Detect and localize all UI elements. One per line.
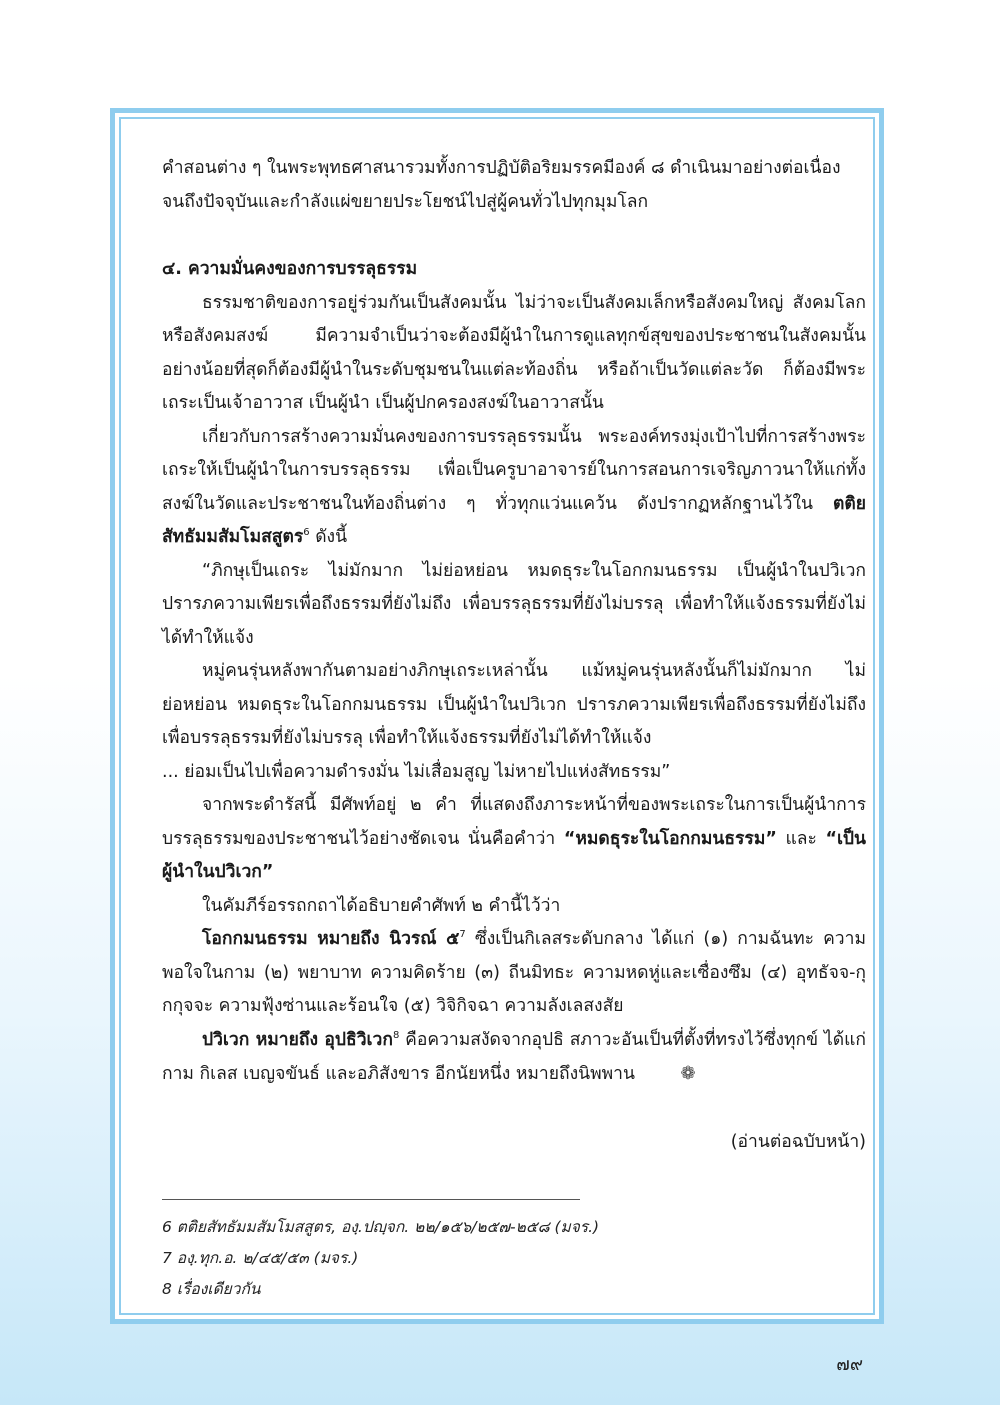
- definition-2: [162, 1024, 866, 1092]
- paragraph-3: [162, 789, 866, 890]
- article-body: [162, 152, 866, 1159]
- paragraph-2: [162, 421, 866, 555]
- intro-line-2: จนถึงปัจจุบันและกำลังแผ่ขยายประโยชน์ไปสู่ผู้คนทั่วไปทุกมุมโลก: [162, 191, 649, 212]
- definition-1: [162, 923, 866, 1024]
- leaf-end-icon: ❁: [680, 1063, 696, 1084]
- definition-1-term: โอกกมนธรรม หมายถึง นิวรณ์ ๕: [202, 929, 460, 949]
- section-heading: ๔. ความมั่นคงของการบรรลุธรรม: [162, 259, 418, 279]
- footnote-7: 7 องฺ.ทุก.อ. ๒/๔๕/๕๓ (มจร.): [162, 1249, 359, 1267]
- term-2: “เป็นผู้นำในปวิเวก”: [162, 828, 867, 882]
- footnote-ref-7[interactable]: 7: [459, 929, 466, 941]
- continued-note: (อ่านต่อฉบับหน้า): [730, 1131, 866, 1152]
- sutta-name: ตติยสัทธัมมสัมโมสสูตร: [162, 493, 866, 547]
- definition-2-term: ปวิเวก หมายถึง อุปธิวิเวก: [202, 1029, 393, 1050]
- footnotes: [162, 1212, 866, 1305]
- footnote-divider: [162, 1199, 580, 1200]
- intro-line-1: คำสอนต่าง ๆ ในพระพุทธศาสนารวมทั้งการปฏิบัติอริยมรรคมีองค์ ๘ ดำเนินมาอย่างต่อเนื่อง: [162, 158, 841, 178]
- paragraph-1: ธรรมชาติของการอยู่ร่วมกันเป็นสังคมนั้น ไม่ว่าจะเป็นสังคมเล็กหรือสังคมใหญ่ สังคมโลกหรือสังคมสงฆ์ มีความจำเป็นว่าจะต้องมีผู้นำในการดูแลทุกข์สุขของประชาชนในสังคมนั้น อย่างน้อยที่สุดก็ต้องมีผู้นำในระดับชุมชนในแต่ละท้องถิ่น หรือถ้าเป็นวัดแต่ละวัด ก็ต้องมีพระเถระเป็นเจ้าอาวาส เป็นผู้นำ เป็นผู้ปกครองสงฆ์ในอาวาสนั้น: [162, 292, 866, 413]
- paragraph-3-text-a: จากพระดำรัสนี้ มีศัพท์อยู่ ๒ คำ ที่แสดงถึงภาระหน้าที่ของพระเถระในการเป็นผู้นำการบรรลุธรรมของประชาชนไว้อย่างชัดเจน นั่นคือคำว่า: [162, 795, 866, 849]
- footnote-ref-6[interactable]: 6: [303, 527, 310, 539]
- paragraph-2-text: เกี่ยวกับการสร้างความมั่นคงของการบรรลุธรรมนั้น พระองค์ทรงมุ่งเป้าไปที่การสร้างพระเถระให้เป็นผู้นำในการบรรลุธรรม เพื่อเป็นครูบาอาจารย์ในการสอนการเจริญภาวนาให้แก่ทั้งสงฆ์ในวัดและประชาชนในท้องถิ่นต่าง ๆ ทั่วทุกแว่นแคว้น ดังปรากฏหลักฐานไว้ใน: [162, 426, 866, 514]
- quote-paragraph-2: หมู่คนรุ่นหลังพากันตามอย่างภิกษุเถระเหล่านั้น แม้หมู่คนรุ่นหลังนั้นก็ไม่มักมาก ไม่ย่อหย่อน หมดธุระในโอกกมนธรรม เป็นผู้นำในปวิเวก ปรารภความเพียรเพื่อถึงธรรมที่ยังไม่ถึง เพื่อบรรลุธรรมที่ยังไม่บรรลุ เพื่อทำให้แจ้งธรรมที่ยังไม่ได้ทำให้แจ้ง: [162, 661, 866, 748]
- sutta-after: ดังนี้: [309, 527, 348, 547]
- paragraph-3-text-b: และ: [776, 828, 826, 849]
- quote-paragraph-1: “ภิกษุเป็นเถระ ไม่มักมาก ไม่ย่อหย่อน หมดธุระในโอกกมนธรรม เป็นผู้นำในปวิเวก ปรารภความเพียรเพื่อถึงธรรมที่ยังไม่ถึง เพื่อบรรลุธรรมที่ยังไม่บรรลุ เพื่อทำให้แจ้งธรรมที่ยังไม่ได้ทำให้แจ้ง: [162, 560, 866, 648]
- quote-paragraph-3: ... ย่อมเป็นไปเพื่อความดำรงมั่น ไม่เสื่อมสูญ ไม่หายไปแห่งสัทธรรม”: [162, 761, 671, 782]
- definition-2-text: คือความสงัดจากอุปธิ สภาวะอันเป็นที่ตั้งที่ทรงไว้ซึ่งทุกข์ ได้แก่ กาม กิเลส เบญจขันธ์ และอภิสังขาร อีกนัยหนึ่ง หมายถึงนิพพาน: [162, 1029, 866, 1084]
- footnote-8: 8 เรื่องเดียวกัน: [162, 1280, 261, 1298]
- paragraph-4: ในคัมภีร์อรรถกถาได้อธิบายคำศัพท์ ๒ คำนี้ไว้ว่า: [202, 895, 561, 916]
- definition-1-text: ซึ่งเป็นกิเลสระดับกลาง ได้แก่ (๑) กามฉันทะ ความพอใจในกาม (๒) พยาบาท ความคิดร้าย (๓) ถีนมิทธะ ความหดหู่และเซื่องซึม (๔) อุทธัจจ-กุกกุจจะ ความฟุ้งซ่านและร้อนใจ (๕) วิจิกิจฉา ความลังเลสงสัย: [162, 929, 866, 1016]
- page-number: ๗๙: [836, 1354, 863, 1375]
- term-1: “หมดธุระในโอกกมนธรรม”: [563, 828, 777, 849]
- footnote-6: 6 ตติยสัทธัมมสัมโมสสูตร, องฺ.ปญฺจก. ๒๒/๑๕๖/๒๕๗-๒๕๘ (มจร.): [162, 1218, 600, 1236]
- footnote-ref-8[interactable]: 8: [392, 1029, 400, 1041]
